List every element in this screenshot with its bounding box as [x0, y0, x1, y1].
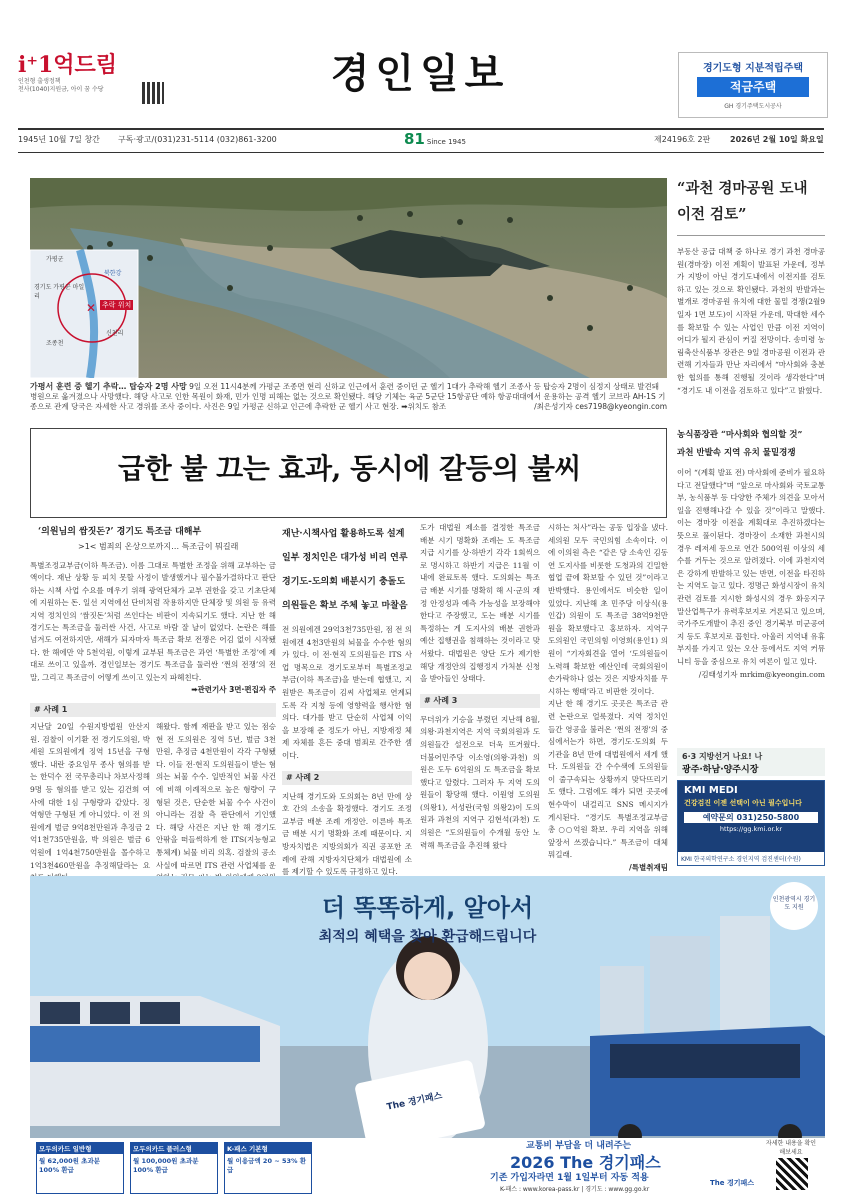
caption-text: 9일 오전 11시4분께 가평군 조종면 현리 신하교 인근에서 훈련 중이던 군 헬기 1대가 추락해 헬기 조종사 등 탑승자 2명이 심정지 상태로 발견돼 병원으로 옮겨졌으나 사망했다. 해당 사고로 인한 목원이 화재, 민가 인명 피해는 없는 것으로 확인됐다. 해당 기체는 육군 5군단 15항공단 예하 항공대대에서 운용하는 공격 헬기 코브라 AH-1S 기종으로 관계 당국은 자세한 사고 경위를 조사 중이다. 사진은 9일 가평군 신하교 인근에 추락한 군 헬기 사고 현장. ➡위치도 참조: [30, 382, 666, 411]
article-lead: 특별조정교부금(이하 특조금). 이름 그대로 특별한 조정을 위해 교부하는 금액이다. 재난 상황 등 피치 못할 사정이 발생했거나 필수불가결하다고 판단하는 시책 사업 수요를 메우기 위해 광역단체가 교부 권한을 갖고 기초단체에 지원하는 돈. 일선 지역에선 단비처럼 작용하지만 단체장 및 의원 등 유력 지역 정치인의 ‘쌈짓돈’처럼 쓰인다는 비판이 지속되기도 했다. 지난 한 해 경기도는 특조금을 둘러싼 사건, 사고로 바람 잘 날이 없었다. 논란은 해를 넘겨도 여전하지만, 새해가 되자마자 특조금 확보 전쟁은 어김 없이 시작됐다. 한 해에만 약 5천억원, 이렇게 교부된 특조금은 과연 ‘특별한 조정’에 제대로 쓰이고 있을까. 경인일보는 경기도 특조금을 둘러싼 ‘쩐의 전쟁’의 전말, 그리고 특조금이 어떻게 쓰이고 있는지 파헤친다.: [30, 561, 276, 682]
ad-box1: [36, 1142, 124, 1194]
contact-info: 구독·광고/(031)231-5114 (032)861-3200: [118, 135, 277, 144]
map-place5: 가평군: [46, 256, 64, 263]
ad-qr-text: 자세한 내용을 확인해보세요: [765, 1140, 817, 1156]
article-column-3: [420, 522, 540, 852]
founded-date: 1945년 10월 7일 창간: [18, 135, 100, 144]
case1-text: 지난달 20일 수원지방법원 안산지원. 검찰이 이기환 전 경기도의원, 박세원 도의원에게 징역 15년을 구형했다. 내란 중요임무 종사 혐의를 받는 한덕수 전 국무총리나 차보사정해 9명 등 혐의를 받고 있는 김건희 여사에 대한 1심 구형량과 같았다. 징역형만 구형된 게 아니었다. 이 전 의원에게 벌금 9억8천만원과 추징금 2억1천735만원을, 박 의원은 벌금 6억원에 1억4천750만원을 몰수하고 1억3천460만원을 추징해달라는 요: [30, 722, 150, 870]
medical-ad-phone: 예약문의 031)250-5800: [684, 812, 818, 823]
ad-box2: [130, 1142, 218, 1194]
issue-number: 제24196호 2판: [654, 135, 711, 144]
ad-bottom-url[interactable]: K-패스 : www.korea-pass.kr | 경기도 : www.gg.go.kr: [500, 1186, 650, 1193]
side-article-byline: /김태성기자 mrkim@kyeongin.com: [698, 669, 825, 679]
col2-text1: 전 의원에겐 29억3천735만원, 점 전 의원에겐 4천3만원의 뇌물을 수수한 혐의가 있다. 이 전·현직 도의원들은 ITS 사업 명목으로 경기도로부터 특별조정교부금(이하 특조금)을 받는데 협했고, 지원받은 특조금이 김씨 사업체로 연계되도록 각 지청 등에 영향력을 행사한 혐의다. 대가를 받고 단순히 사업체 이익을 보장해 준 정도가 아닌, 지방재정 체제 자체를 흔든 중대 범죄로 간주한 셈이다.: [282, 625, 412, 760]
qr-code-icon[interactable]: [776, 1158, 808, 1190]
side-article-sub1: 농식품장관 “마사회와 협의할 것”: [677, 430, 803, 440]
right-ad-line2: 적금주택: [697, 77, 809, 97]
article-column-2: [282, 522, 412, 879]
ad-bottom-tag: 교통비 부담을 더 내려주는: [526, 1141, 632, 1151]
ad-box1-title: 모두의카드 일반형: [37, 1143, 123, 1154]
map-place4: 신천리: [106, 330, 124, 337]
article-column-1: [30, 522, 276, 897]
right-ad-line3: GH 경기주택도시공사: [724, 103, 782, 110]
ad-badge: 인천광역시 경기도 지원: [770, 882, 818, 930]
col3-text1: 도가 대법원 제소를 결정한 특조금 배분 시기 명확화 조례는 도 특조금 지급 시기를 상·하반기 각각 1회씩으로 명시하고 하반기 지급은 11월 이내에 완료토록 했다. 도의회는 특조금 배분 시기를 명확히 해 시·군의 재정 안정성과 예측 가능성을 보장해야 한다고 주장했고, 도는 배분 시기를 특정하는 게 도지사의 배분 권한과 예산 집행권을 침해하는 것이라고 맞서왔다. 대법원은 양단 도가 제기한 해당 개정안의 집행정지 가처분 신청을 받아들인 상태다.: [420, 523, 540, 684]
side-article-body2: [677, 467, 825, 743]
article-column-4: [548, 522, 668, 907]
qr-code-icon: [142, 82, 164, 104]
ad-bottom-sub: 기존 가입자라면 1월 1일부터 자동 적용: [490, 1173, 649, 1183]
left-ad-line1: 인천형 출생정책: [18, 78, 61, 85]
map-place3: 조종천: [46, 340, 64, 347]
deck-2: 일부 정치인은 대가성 비리 연루: [282, 553, 408, 563]
ad-box3-value: 월 이용금액 20 ~ 53% 환급: [227, 1157, 307, 1174]
news-photo: [30, 178, 667, 378]
bottom-rule: [18, 152, 824, 153]
ad-bottom-band: [30, 1138, 825, 1198]
caption-title: 가평서 훈련 중 헬기 추락… 탑승자 2명 사망: [30, 382, 187, 391]
article-signature: /특별취재팀: [629, 863, 668, 873]
ad-box3-title: K-패스 기본형: [225, 1143, 311, 1154]
col3-text2: 무더위가 기승을 부렸던 지난해 8월, 의왕·과천지역은 지역 국회의원과 도의원들간 설전으로 더욱 뜨거웠다. 더불어민주당 이소영(의왕·과천) 의원은 도두 6억원의 도 특조금을 확보했다고 알렸다. 그러자 두 지역 도의원들이 황당해 했다. 이원영 도의원(의왕1), 서성란(국힘 의왕2)이 도의원과 과천의 지역구 김현석(과천) 도의원은 “도의원들이 수개월 동안 노력해 특조금을 추진해 왔다: [420, 714, 540, 850]
svg-text:✕: ✕: [86, 301, 97, 315]
related-article-link[interactable]: ➡관련기사 3면·편집자 주: [191, 685, 276, 695]
ad-box1-value: 월 62,000원 초과분 100% 환급: [39, 1157, 101, 1174]
side-article-body1: 부동산 공급 대책 중 하나로 경기 과천 경마공원(경마장) 이전 계획이 발표된 가운데, 정부가 지방이 아닌 경기도내에서 이전지를 검토하고 있는 것으로 확인됐다. 과천의 반발과는 별개로 경마공원 유치에 대한 물밑 경쟁(2월9일자 1면 보도)이 시작된 가운데, 막대한 세수를 확보할 수 있는 사업인 만큼 이전 지역이 어디가 될지 관심이 커질 전망이다. 송미령 농림축산식품부 장관은 9일 경마공원 이전과 관련해 기자들과 만난 자리에서 “마사회와 충분한 협의를 통해 진행될 것이라 생각한다”며 “경기도 내 이전을 검토하고 있다”고 밝혔다.: [677, 247, 825, 395]
col2-text2: 해왔다. 함께 재판을 받고 있는 점승현 전 도의원은 징역 5년, 벌금 3천만원, 추징금 4천만원이 각각 구형됐다. 이들 전·현직 도의원들이 받는 혐의는 뇌물 수수. 일반적인 뇌물 사건에 비해 이례적으로 높은 형량이 구형된 것은, 단순한 뇌물 수수 사건이 아니라는 검찰 측 판단에서 기인했다. 해당 사건은 지난 한 해 경기도 안팎을 떠들썩하게 한 ITS(지능형교통체계) 뇌물 비리 의혹. 검찰의 공소 사실에 따르면 ITS 관련 사업체를 운: [156, 722, 276, 870]
caption-credit: /최은성기자 ces7198@kyeongin.com: [534, 402, 667, 411]
issue-date: 2026년 2월 10일 화요일: [730, 135, 824, 144]
map-place2: 북한강: [104, 270, 122, 277]
ad-bottom-title: 2026 The 경기패스: [510, 1153, 661, 1172]
promo-line2: 광주·하남·양주시장: [682, 765, 759, 775]
ad-logo: The 경기패스: [710, 1179, 754, 1187]
left-ad-brand: i⁺1억드림: [18, 52, 118, 78]
anniversary-logo: [404, 130, 474, 150]
case2-label: # 사례 2: [282, 771, 412, 785]
ad-box2-value: 월 100,000원 초과분 100% 환급: [133, 1157, 199, 1174]
main-headline[interactable]: 급한 불 끄는 효과, 동시에 갈등의 불씨: [118, 452, 581, 485]
gyeonggi-pass-ad[interactable]: [30, 876, 825, 1198]
article-kicker: ‘의원님의 쌈짓돈?’ 경기도 특조금 대해부: [38, 527, 202, 537]
left-ad-line2: 천사(1040)지원금, 아이 꿈 수당: [18, 86, 104, 93]
map-marker-label: 추락 위치: [102, 301, 132, 309]
ad-headline: 더 똑똑하게, 알아서: [321, 894, 534, 922]
ad-subheadline: 최적의 혜택을 찾아 환급해드립니다: [318, 929, 537, 945]
election-promo[interactable]: [677, 748, 825, 776]
anniversary-number: 81: [404, 130, 425, 148]
case2-text: 지난해 경기도와 도의회는 8년 만에 상호 간의 소송을 확정했다. 경기도 조정교부금 배분 조례 개정안. 이른바 특조금 배분 시기 명확화 조례 때문이다. 지방자치법은 지방의회가 직권 공포한 조례에 관해 지방자치단체가 대법원에 소를 제기할 수 있도록 규정하고 있다.: [282, 791, 412, 877]
medical-ad-brand: KMI MEDI: [684, 785, 738, 796]
masthead-title: 경인일보: [330, 50, 510, 97]
right-ad-line1: 경기도형 지분적립주택: [702, 63, 804, 74]
deck-3: 경기도-도의회 배분시기 충돌도: [282, 577, 406, 587]
article-kicker-sub: >1< 범죄의 온상으로까지… 특조금이 뭐길래: [78, 542, 239, 551]
left-ad[interactable]: [18, 52, 168, 122]
map-place1: 경기도 가평군 마일리: [34, 284, 85, 300]
promo-line1: 6·3 지방선거 나요! 나: [682, 752, 763, 761]
photo-caption: [30, 382, 667, 418]
case3-label: # 사례 3: [420, 694, 540, 708]
medical-ad[interactable]: [677, 780, 825, 866]
side-article-sub2: 과천 반발속 지역 유치 물밑경쟁: [677, 448, 796, 458]
medical-ad-line1: 건강검진 이젠 선택이 아닌 필수입니다: [684, 799, 802, 807]
medical-ad-url: https://gg.kmi.or.kr: [719, 825, 783, 833]
col4-text2: 지난 한 해 경기도 곳곳은 특조금 관련 논란으로 얼룩졌다. 지역 정치인들간 영공을 불러온 ‘쩐의 전쟁’의 중심에서는가 하면, 경기도·도의회 두 기관을 8년 만에 대법원에서 세게 했다. 도의원들 간 수수색에 도의원들이 줄구속되는 상황까지 맞닥뜨리기도 했다. 그럼에도 해가 되면 곳곳에 현수막이 내걸리고 SNS 메시지가 게시된다. “경기도 특별조정교부금 총 ○○억원 확보. 우리 지역을 위해 앞장서 쓰겠습니다.” 특조금이 대체 뭐길래.: [548, 699, 668, 860]
side-article-title[interactable]: “과천 경마공원 도내 이전 검토”: [677, 176, 825, 236]
col4-text1: 시하는 처사”라는 공동 입장을 냈다. 세의원 모두 국민의힘 소속이다. 이에 이의원 측은 “같은 당 소속인 김동연 도지사를 비롯한 도청과의 긴밀한 협업 끝에 확보할 수 있던 것”이라고 반박했다. 용인에서도 비슷한 일이 있었다. 지난해 초 민주당 이상식(용인갑) 의원이 도 특조금 38억9천만원을 확보했다고 홍보하자. 지역구 도의원인 국민의힘 이영희(용인1) 의원이 “기자회견을 열어 ‘도의원들이 노력해 확보한 예산인데 국회의원이 손가락하나 얹는 것은 지방자치를 무시하는 행태’라고 비판한 것이다.: [548, 523, 668, 696]
since-label: Since 1945: [426, 138, 466, 146]
deck-1: 재난·시책사업 활용하도록 설계: [282, 529, 405, 539]
headline-box: [30, 428, 667, 518]
ad-box3: [224, 1142, 312, 1194]
case1-label: # 사례 1: [30, 703, 276, 717]
medical-ad-footer: KMI 한국의학연구소 경인지역 검진센터(수원): [678, 852, 824, 865]
ad-box2-title: 모두의카드 플러스형: [131, 1143, 217, 1154]
ad-card-text: The 경기패스: [385, 1091, 444, 1113]
side-article-body2-text: 이어 “(계획 발표 전) 마사회에 준비가 필요하다고 전달했다”며 “앞으로 마사회와 국토교통부, 농식품부 등 다양한 주체가 의견을 모아서 일을 진행해나갈 수 있을 것”이라고 말했다. 이는 경마장 이전을 계획대로 추진하겠다는 뜻으로 풀이된다. 경마장이 소재한 과천시의 경우 레저세 등으로 연간 500억원 이상의 세수를 거두는 것으로 알려졌다. 이에 과천지역은 강하게 반발하고 있는 반면, 이전을 타진하는 지역도 늘고 있다. 정명근 화성시장이 유치 관련 검토를 지시한 화성시의 경우 화옹지구 말산업특구가 유력후보지로 거론되고 있으며, 국가주도개발이 추진 중인 경기북부 미군공여지 등도 후보지로 꼽힌다. 아울러 지역내 유휴부지를 가지고 있는 오산 등에서도 지역 커뮤니티 등을 중심으로 유치 여론이 일고 있다.: [677, 468, 825, 666]
right-ad[interactable]: [678, 52, 828, 118]
deck-4: 의원들은 확보 주체 놓고 마찰음: [282, 601, 408, 611]
